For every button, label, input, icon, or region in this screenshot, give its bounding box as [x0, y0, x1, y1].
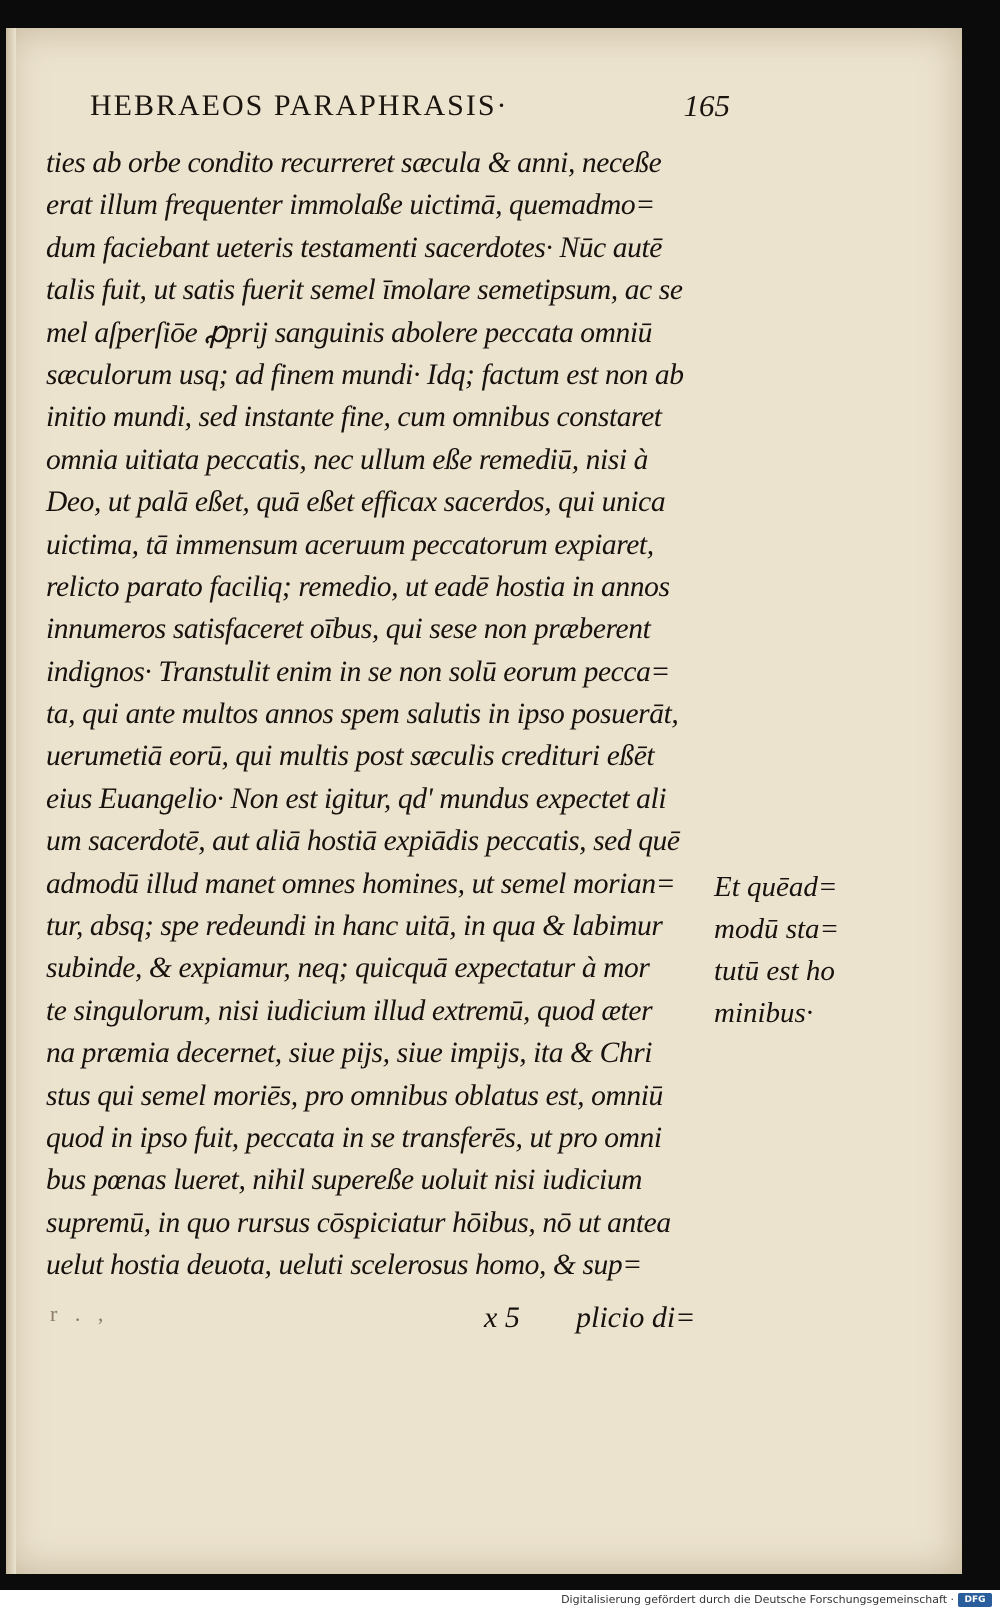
text-line: uictima, tā immensum aceruum peccatorum expiaret, [46, 528, 654, 561]
text-line: ta, qui ante multos annos spem salutis in ipso posuerāt, [46, 698, 679, 731]
text-line: te singulorum, nisi iudicium illud extremū, quod æter [46, 994, 653, 1027]
marginal-line: modū sta= [714, 913, 840, 945]
text-line: omnia uitiata peccatis, nec ullum eße remediū, nisi à [46, 443, 649, 476]
text-line: initio mundi, sed instante fine, cum omnibus constaret [46, 401, 662, 434]
signature-line [46, 1301, 726, 1345]
credit-bar [0, 1590, 1000, 1611]
text-line: subinde, & expiamur, neq; quicquā expectatur à mor [46, 952, 650, 985]
text-line: admodū illud manet omnes homines, ut semel morian= [46, 867, 676, 900]
text-line: eius Euangelio· Non est igitur, qd' mundus expectet ali [46, 782, 667, 815]
book-page [6, 28, 962, 1574]
text-line: quod in ipso fuit, peccata in se transferēs, ut pro omni [46, 1121, 662, 1154]
page-gutter-edge [6, 28, 16, 1574]
text-line: sæculorum usq; ad finem mundi· Idq; factum est non ab [46, 358, 684, 391]
text-line: indignos· Transtulit enim in se non solū eorum pecca= [46, 655, 670, 688]
text-line: bus pœnas lueret, nihil supereße uoluit nisi iudicium [46, 1164, 643, 1197]
text-line: innumeros satisfaceret oībus, qui sese non præberent [46, 613, 651, 646]
marginal-line: Et quēad= [714, 871, 838, 903]
text-line: relicto parato faciliq; remedio, ut eadē hostia in annos [46, 570, 670, 603]
text-line: erat illum frequenter immolaße uictimā, quemadmo= [46, 189, 655, 222]
text-line: tur, absq; spe redeundi in hanc uitā, in qua & labimur [46, 910, 663, 943]
text-line: talis fuit, ut satis fuerit semel īmolare semetipsum, ac se [46, 274, 683, 307]
running-head [90, 86, 730, 126]
text-line: Deo, ut palā eßet, quā eßet efficax sacerdos, qui unica [46, 486, 666, 519]
catchword: plicio di= [576, 1301, 696, 1334]
page-number: 165 [683, 88, 730, 123]
stray-ink-marks: r . , [50, 1301, 110, 1326]
signature-mark: x 5 [484, 1301, 520, 1334]
dfg-logo: DFG [958, 1593, 992, 1607]
text-line: na præmia decernet, siue pijs, siue impijs, ita & Chri [46, 1037, 653, 1070]
text-line: uelut hostia deuota, ueluti scelerosus homo, & sup= [46, 1249, 642, 1282]
text-line: um sacerdotē, aut aliā hostiā expiādis peccatis, sed quē [46, 825, 680, 858]
marginal-note [714, 866, 864, 1034]
marginal-line: minibus· [714, 997, 814, 1029]
text-line: mel aſperſiōe ꝓprij sanguinis abolere peccata omniū [46, 316, 653, 349]
marginal-line: tutū est ho [714, 955, 835, 987]
body-text [46, 142, 736, 1287]
running-title: HEBRAEOS PARAPHRASIS· [90, 89, 509, 122]
text-line: stus qui semel moriēs, pro omnibus oblatus est, omniū [46, 1079, 663, 1112]
text-line: uerumetiā eorū, qui multis post sæculis credituri eßēt [46, 740, 655, 773]
text-line: dum faciebant ueteris testamenti sacerdotes· Nūc autē [46, 231, 662, 264]
funding-credit: Digitalisierung gefördert durch die Deutsche Forschungsgemeinschaft · [561, 1593, 954, 1606]
text-line: ties ab orbe condito recurreret sæcula & anni, neceße [46, 147, 662, 179]
text-line: supremū, in quo rursus cōspiciatur hōibus, nō ut antea [46, 1206, 671, 1239]
